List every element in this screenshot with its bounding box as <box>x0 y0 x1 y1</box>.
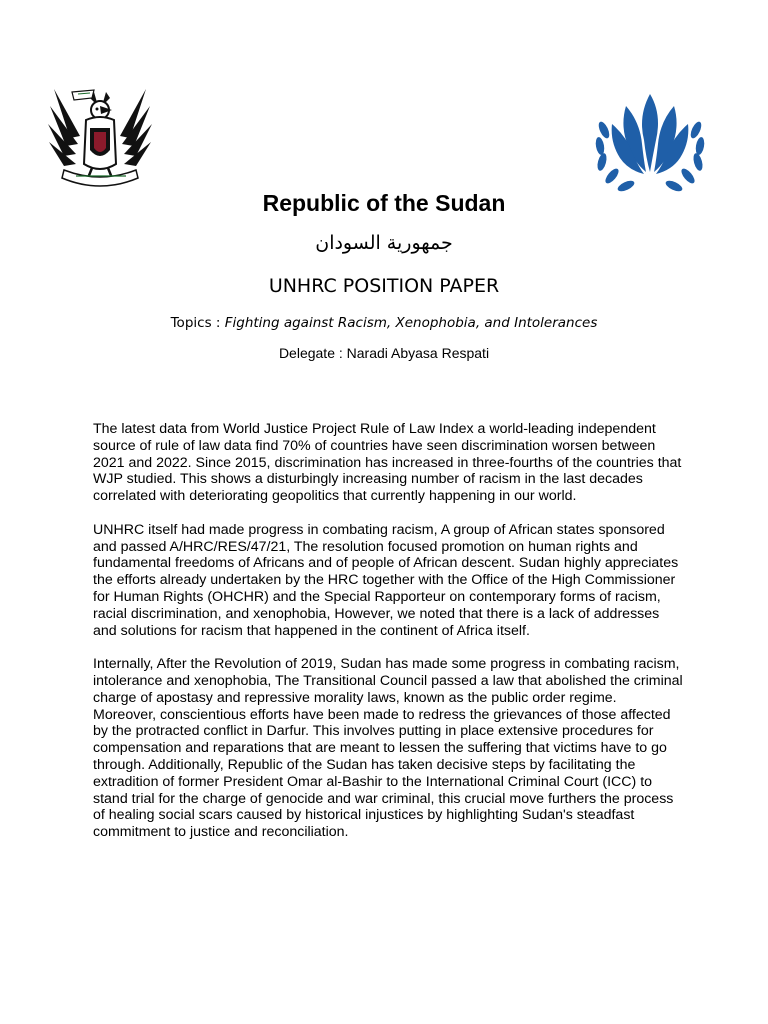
arabic-title: جمهورية السودان <box>315 232 453 254</box>
delegate-line: Delegate : Naradi Abyasa Respati <box>278 345 490 361</box>
unhrc-flame-emblem-icon <box>590 88 710 196</box>
paper-subtitle: UNHRC POSITION PAPER <box>268 275 500 297</box>
paragraph: Internally, After the Revolution of 2019, Sudan has made some progress in combating racism, intolerance and xenophobia, The Transitional Council passed a law that abolished the criminal charge of apostasy and repressive morality laws, known as the public order regime. Moreover, conscientious efforts have been made to redress the grievances of those affected by the protracted conflict in Darfur. This involves putting in place extensive procedures for compensation and reparations that are meant to lessen the suffering that victims have to go through. Additionally, Republic of the Sudan has taken decisive steps by facilitating the extradition of former President Omar al-Bashir to the International Criminal Court (ICC) to stand trial for the charge of genocide and war criminal, this crucial move furthers the process of healing social scars caused by historical injustices by highlighting Sudan's steadfast commitment to justice and reconciliation. <box>93 656 683 841</box>
page-title: Republic of the Sudan <box>262 190 506 216</box>
body-text <box>93 421 683 858</box>
topics-value: Fighting against Racism, Xenophobia, and Intolerances <box>224 315 598 331</box>
topics-line <box>0 315 768 331</box>
sudan-coat-of-arms-icon <box>46 84 154 194</box>
paragraph: The latest data from World Justice Project Rule of Law Index a world-leading independent source of rule of law data find 70% of countries have seen discrimination worsen between 2021 and 2022. Since 2015, discrimination has increased in three-fourths of the countries that WJP studied. This shows a disturbingly increasing number of racism in the last decades correlated with deteriorating geopolitics that currently happening in our world. <box>93 421 682 505</box>
topics-label: Topics : <box>170 315 225 331</box>
paragraph: UNHRC itself had made progress in combating racism, A group of African states sponsored and passed A/HRC/RES/47/21, The resolution focused promotion on human rights and fundamental freedoms of Africans and of people of African descent. Sudan highly appreciates the efforts already undertaken by the HRC together with the Office of the High Commissioner for Human Rights (OHCHR) and the Special Rapporteur on contemporary forms of racism, racial discrimination, and xenophobia, However, we noted that there is a lack of addresses and solutions for racism that happened in the continent of Africa itself. <box>93 521 679 639</box>
